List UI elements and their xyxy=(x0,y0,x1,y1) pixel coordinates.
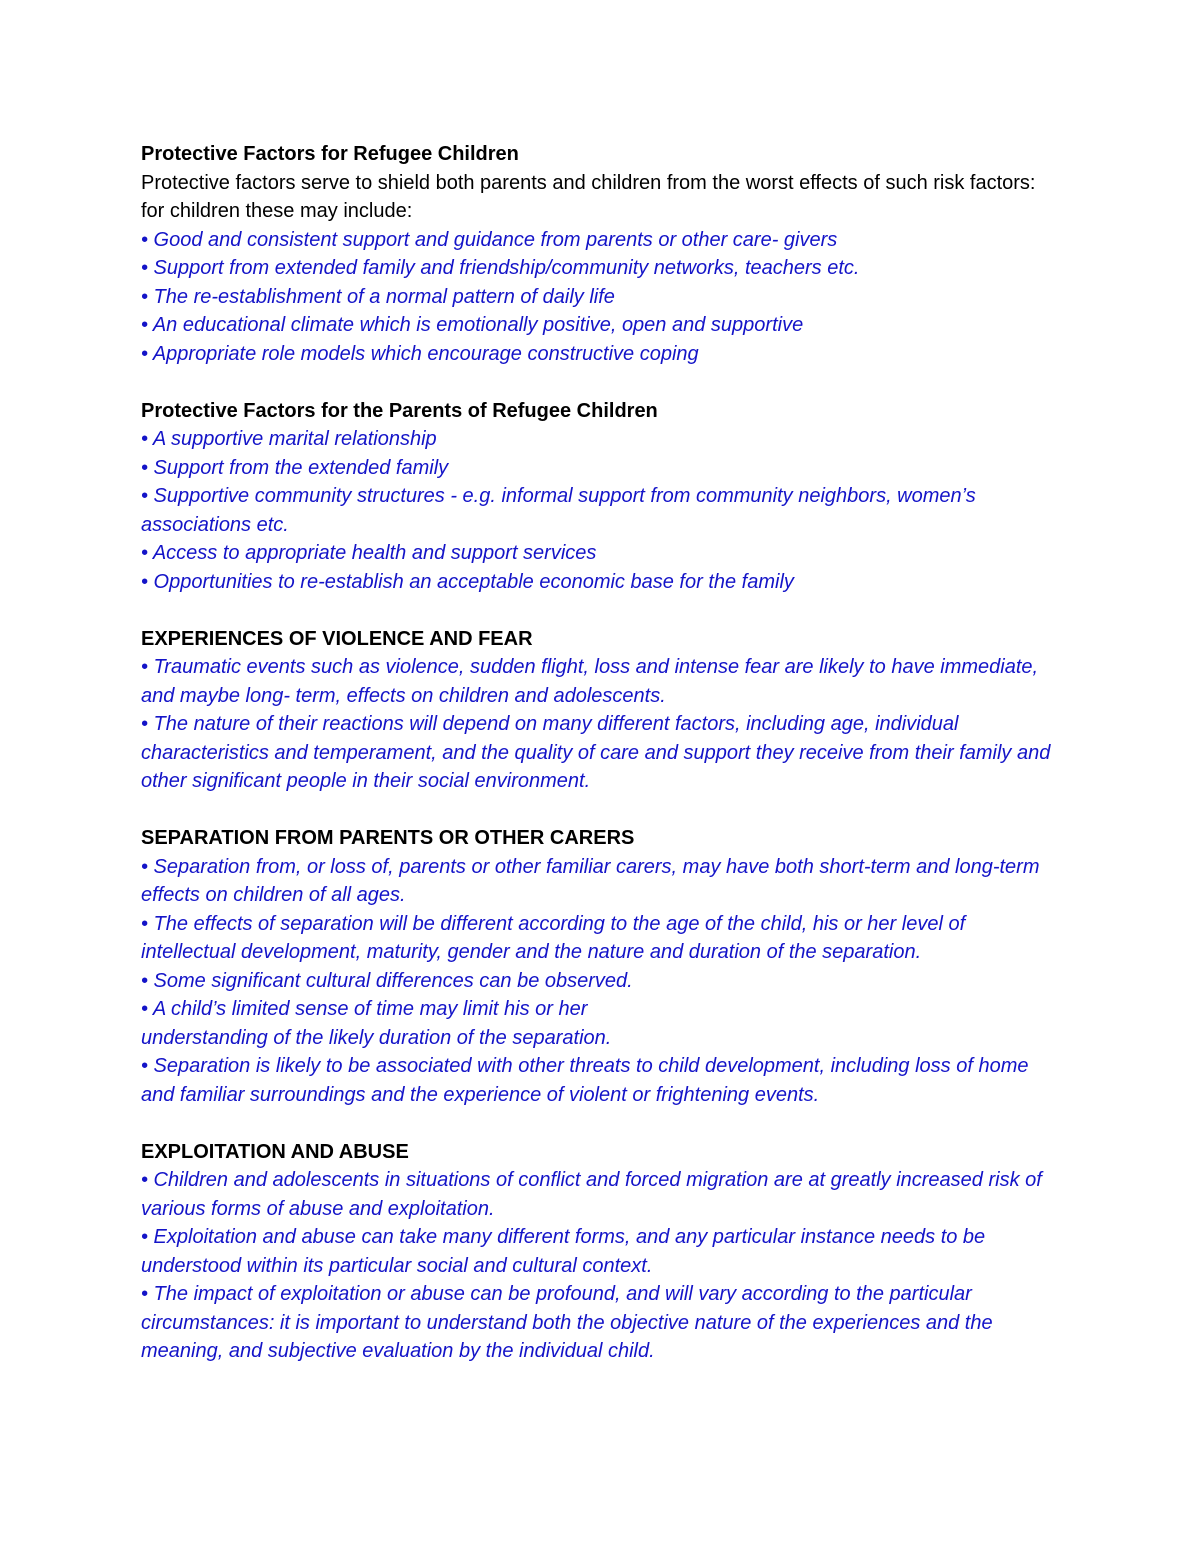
document-page xyxy=(141,140,1061,1366)
bullet-item: • A supportive marital relationship xyxy=(141,428,437,450)
bullet-item: • Support from extended family and friendship/community networks, teachers etc. xyxy=(141,257,860,279)
section-separation xyxy=(141,824,1061,1109)
bullet-item: • The effects of separation will be different according to the age of the child, his or her level of intellectual development, maturity, gender and the nature and duration of the separation. xyxy=(141,912,966,963)
section-protective-factors-children xyxy=(141,140,1061,368)
section-spacer xyxy=(141,596,1061,625)
bullet-item: • Separation is likely to be associated with other threats to child development, including loss of home and familiar surroundings and the experience of violent or frightening events. xyxy=(141,1055,1029,1106)
section-intro: Protective factors serve to shield both parents and children from the worst effects of such risk factors: for children these may include: xyxy=(141,171,1036,222)
section-violence-and-fear xyxy=(141,625,1061,796)
section-spacer xyxy=(141,1109,1061,1138)
bullet-item: • Supportive community structures - e.g. informal support from community neighbors, women’s associations etc. xyxy=(141,485,976,536)
bullet-item: • Separation from, or loss of, parents or other familiar carers, may have both short-term and long-term effects on children of all ages. xyxy=(141,855,1040,906)
section-protective-factors-parents xyxy=(141,397,1061,597)
section-heading: EXPERIENCES OF VIOLENCE AND FEAR xyxy=(141,627,533,650)
bullet-item: • Good and consistent support and guidance from parents or other care- givers xyxy=(141,228,838,251)
bullet-item: understanding of the likely duration of the separation. xyxy=(141,1026,612,1049)
bullet-item: • Opportunities to re-establish an acceptable economic base for the family xyxy=(141,570,794,593)
section-heading: Protective Factors for Refugee Children xyxy=(141,143,519,165)
bullet-item: • A child’s limited sense of time may limit his or her xyxy=(141,998,588,1020)
bullet-item: • An educational climate which is emotionally positive, open and supportive xyxy=(141,314,804,336)
bullet-item: • Access to appropriate health and support services xyxy=(141,542,597,564)
section-heading: SEPARATION FROM PARENTS OR OTHER CARERS xyxy=(141,827,635,849)
bullet-item: • Some significant cultural differences can be observed. xyxy=(141,969,633,992)
section-spacer xyxy=(141,368,1061,397)
section-exploitation-and-abuse xyxy=(141,1138,1061,1366)
section-heading: Protective Factors for the Parents of Refugee Children xyxy=(141,399,658,422)
bullet-item: • The nature of their reactions will depend on many different factors, including age, individual characteristics and temperament, and the quality of care and support they receive from their family and other significant people in their social environment. xyxy=(141,713,1051,792)
bullet-item: • The impact of exploitation or abuse can be profound, and will vary according to the particular circumstances: it is important to understand both the objective nature of the experiences and the meaning, and subjective evaluation by the individual child. xyxy=(141,1283,993,1362)
bullet-item: • The re-establishment of a normal pattern of daily life xyxy=(141,285,615,308)
bullet-item: • Support from the extended family xyxy=(141,456,449,479)
section-spacer xyxy=(141,796,1061,825)
bullet-item: • Children and adolescents in situations of conflict and forced migration are at greatly increased risk of various forms of abuse and exploitation. xyxy=(141,1169,1042,1220)
bullet-item: • Exploitation and abuse can take many different forms, and any particular instance needs to be understood within its particular social and cultural context. xyxy=(141,1226,986,1277)
bullet-item: • Appropriate role models which encourage constructive coping xyxy=(141,342,699,365)
section-heading: EXPLOITATION AND ABUSE xyxy=(141,1140,409,1163)
bullet-item: • Traumatic events such as violence, sudden flight, loss and intense fear are likely to have immediate, and maybe long- term, effects on children and adolescents. xyxy=(141,656,1039,707)
